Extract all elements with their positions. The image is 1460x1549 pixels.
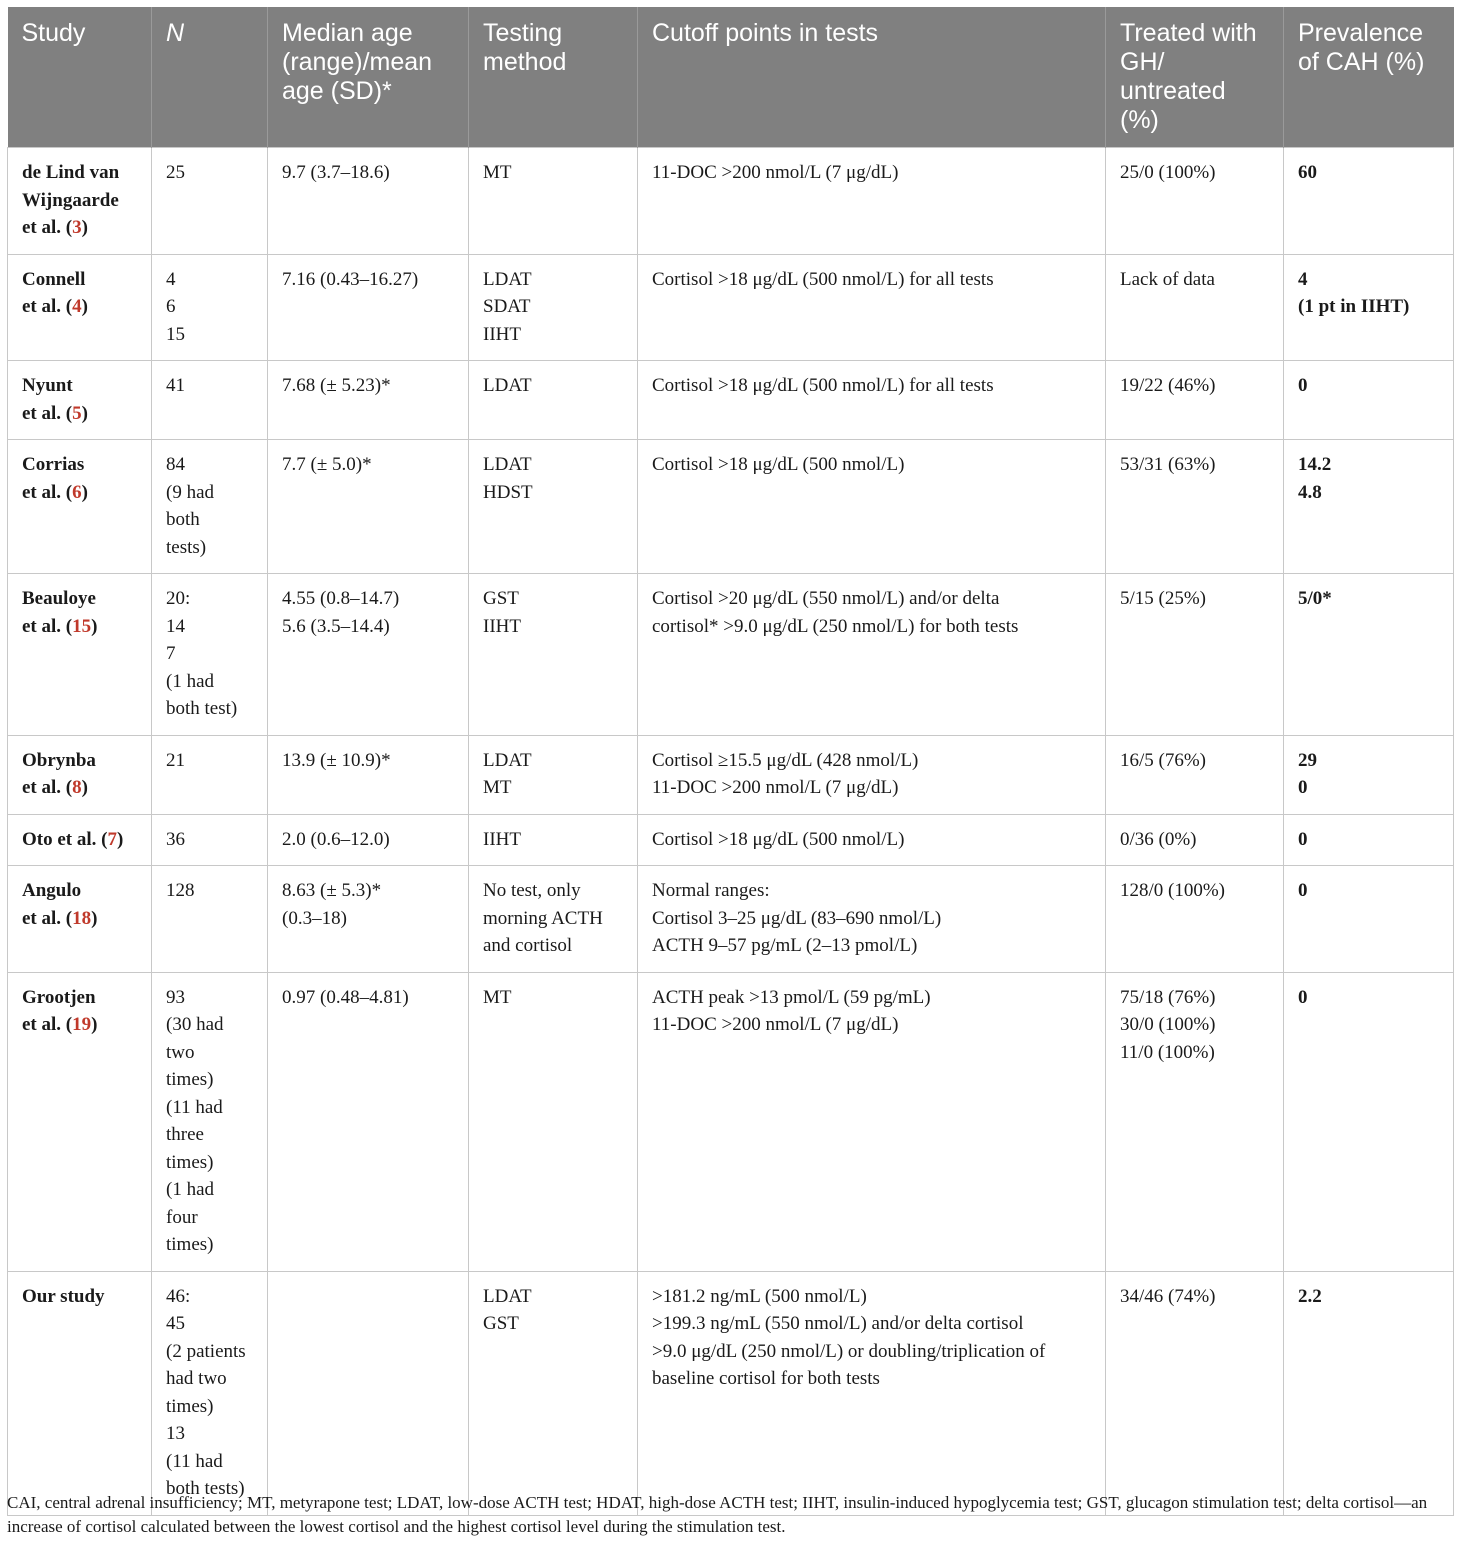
n-cell: 20: 14 7 (1 had both test) [152, 574, 268, 736]
method-cell: MT [469, 148, 638, 255]
study-cell [8, 814, 152, 866]
age-cell: 9.7 (3.7–18.6) [268, 148, 469, 255]
n-cell: 4 6 15 [152, 254, 268, 361]
method-cell: No test, only morning ACTH and cortisol [469, 866, 638, 973]
table-row [8, 814, 1454, 866]
study-name: Connell et al. ( [22, 268, 86, 317]
treated-cell: 5/15 (25%) [1106, 574, 1284, 736]
prevalence-cell: 5/0* [1284, 574, 1454, 736]
study-cell [8, 254, 152, 361]
table-container [7, 7, 1453, 1516]
table-row [8, 735, 1454, 814]
method-cell: LDAT [469, 361, 638, 440]
table-row [8, 866, 1454, 973]
reference-link[interactable]: 6 [72, 481, 82, 503]
age-cell: 0.97 (0.48–4.81) [268, 972, 469, 1271]
reference-link[interactable]: 15 [72, 615, 92, 637]
prevalence-cell: 2.2 [1284, 1271, 1454, 1515]
method-cell: IIHT [469, 814, 638, 866]
study-name-suffix: ) [81, 217, 88, 238]
treated-cell: 25/0 (100%) [1106, 148, 1284, 255]
study-name-suffix: ) [81, 296, 88, 317]
n-cell: 46: 45 (2 patients had two times) 13 (11 had both tests) [152, 1271, 268, 1515]
age-cell [268, 1271, 469, 1515]
method-cell: GST IIHT [469, 574, 638, 736]
n-cell: 41 [152, 361, 268, 440]
table-header-row [8, 7, 1454, 148]
reference-link[interactable]: 19 [72, 1014, 92, 1035]
n-cell: 84 (9 had both tests) [152, 440, 268, 574]
age-cell: 7.16 (0.43–16.27) [268, 254, 469, 361]
prevalence-cell: 0 [1284, 361, 1454, 440]
treated-cell: 128/0 (100%) [1106, 866, 1284, 973]
cutoff-cell: Normal ranges: Cortisol 3–25 μg/dL (83–690 nmol/L) ACTH 9–57 pg/mL (2–13 pmol/L) [638, 866, 1106, 973]
reference-link[interactable]: 7 [107, 828, 117, 850]
prevalence-cell: 14.2 4.8 [1284, 440, 1454, 574]
prevalence-cell: 0 [1284, 866, 1454, 973]
treated-cell: Lack of data [1106, 254, 1284, 361]
data-table [7, 7, 1454, 1516]
table-row [8, 1271, 1454, 1515]
column-header: N [152, 7, 268, 148]
study-name: Oto et al. ( [22, 828, 108, 850]
treated-cell: 34/46 (74%) [1106, 1271, 1284, 1515]
age-cell: 7.7 (± 5.0)* [268, 440, 469, 574]
treated-cell: 75/18 (76%) 30/0 (100%) 11/0 (100%) [1106, 972, 1284, 1271]
cutoff-cell: ACTH peak >13 pmol/L (59 pg/mL) 11-DOC >200 nmol/L (7 μg/dL) [638, 972, 1106, 1271]
study-name-suffix: ) [91, 1014, 98, 1035]
column-header: Median age (range)/mean age (SD)* [268, 7, 469, 148]
column-header: Treated with GH/ untreated (%) [1106, 7, 1284, 148]
treated-cell: 16/5 (76%) [1106, 735, 1284, 814]
study-cell [8, 148, 152, 255]
study-name: Angulo et al. ( [22, 880, 82, 929]
method-cell: LDAT HDST [469, 440, 638, 574]
prevalence-cell: 29 0 [1284, 735, 1454, 814]
table-row [8, 148, 1454, 255]
n-cell: 93 (30 had two times) (11 had three times) (1 had four times) [152, 972, 268, 1271]
study-name-suffix: ) [81, 481, 88, 503]
prevalence-cell: 60 [1284, 148, 1454, 255]
table-caption: CAI, central adrenal insufficiency; MT, metyrapone test; LDAT, low-dose ACTH test; HDAT, high-dose ACTH test; IIHT, insulin-induced hypoglycemia test; GST, glucagon stimulation test; delta cortisol—an increase of cortisol calculated between the lowest cortisol and the highest cortisol level during the stimulation test. [7, 1493, 1428, 1536]
reference-link[interactable]: 8 [72, 777, 82, 798]
study-name-suffix: ) [81, 402, 88, 424]
n-cell: 25 [152, 148, 268, 255]
cutoff-cell: Cortisol >18 μg/dL (500 nmol/L) [638, 814, 1106, 866]
study-name-suffix: ) [116, 828, 124, 850]
treated-cell: 0/36 (0%) [1106, 814, 1284, 866]
age-cell: 2.0 (0.6–12.0) [268, 814, 469, 866]
cutoff-cell: 11-DOC >200 nmol/L (7 μg/dL) [638, 148, 1106, 255]
study-cell [8, 972, 152, 1271]
cutoff-cell: Cortisol >18 μg/dL (500 nmol/L) for all tests [638, 254, 1106, 361]
study-name: Our study [22, 1285, 105, 1307]
cutoff-cell: Cortisol >20 μg/dL (550 nmol/L) and/or delta cortisol* >9.0 μg/dL (250 nmol/L) for both tests [638, 574, 1106, 736]
age-cell: 8.63 (± 5.3)* (0.3–18) [268, 866, 469, 973]
study-name: de Lind van Wijngaarde et al. ( [22, 162, 120, 238]
prevalence-cell: 4 (1 pt in IIHT) [1284, 254, 1454, 361]
study-name: Nyunt et al. ( [22, 375, 73, 424]
method-cell: LDAT SDAT IIHT [469, 254, 638, 361]
age-cell: 7.68 (± 5.23)* [268, 361, 469, 440]
table-row [8, 440, 1454, 574]
n-cell: 128 [152, 866, 268, 973]
study-name-suffix: ) [91, 615, 98, 637]
reference-link[interactable]: 4 [72, 296, 82, 317]
treated-cell: 19/22 (46%) [1106, 361, 1284, 440]
study-cell [8, 1271, 152, 1515]
column-header: Prevalence of CAH (%) [1284, 7, 1454, 148]
treated-cell: 53/31 (63%) [1106, 440, 1284, 574]
table-row [8, 574, 1454, 736]
column-header: Cutoff points in tests [638, 7, 1106, 148]
table-row [8, 972, 1454, 1271]
study-name: Grootjen et al. ( [22, 986, 96, 1035]
study-cell [8, 735, 152, 814]
prevalence-cell: 0 [1284, 972, 1454, 1271]
method-cell: LDAT GST [469, 1271, 638, 1515]
study-cell [8, 574, 152, 736]
method-cell: MT [469, 972, 638, 1271]
column-header: Testing method [469, 7, 638, 148]
cutoff-cell: Cortisol >18 μg/dL (500 nmol/L) [638, 440, 1106, 574]
column-header: Study [8, 7, 152, 148]
reference-link[interactable]: 3 [72, 217, 82, 238]
reference-link[interactable]: 5 [72, 402, 82, 424]
reference-link[interactable]: 18 [72, 907, 92, 929]
age-cell: 13.9 (± 10.9)* [268, 735, 469, 814]
study-cell [8, 866, 152, 973]
table-row [8, 254, 1454, 361]
cutoff-cell: >181.2 ng/mL (500 nmol/L) >199.3 ng/mL (550 nmol/L) and/or delta cortisol >9.0 μg/dL (250 nmol/L) or doubling/triplication of baseline cortisol for both tests [638, 1271, 1106, 1515]
study-name-suffix: ) [91, 907, 98, 929]
study-name: Beauloye et al. ( [22, 588, 96, 637]
cutoff-cell: Cortisol ≥15.5 μg/dL (428 nmol/L) 11-DOC >200 nmol/L (7 μg/dL) [638, 735, 1106, 814]
study-name: Obrynba et al. ( [22, 749, 96, 798]
study-name: Corrias et al. ( [22, 454, 85, 503]
n-cell: 21 [152, 735, 268, 814]
prevalence-cell: 0 [1284, 814, 1454, 866]
method-cell: LDAT MT [469, 735, 638, 814]
cutoff-cell: Cortisol >18 μg/dL (500 nmol/L) for all tests [638, 361, 1106, 440]
study-cell [8, 361, 152, 440]
table-body [8, 148, 1454, 1516]
study-cell [8, 440, 152, 574]
table-row [8, 361, 1454, 440]
age-cell: 4.55 (0.8–14.7) 5.6 (3.5–14.4) [268, 574, 469, 736]
study-name-suffix: ) [81, 777, 88, 798]
n-cell: 36 [152, 814, 268, 866]
